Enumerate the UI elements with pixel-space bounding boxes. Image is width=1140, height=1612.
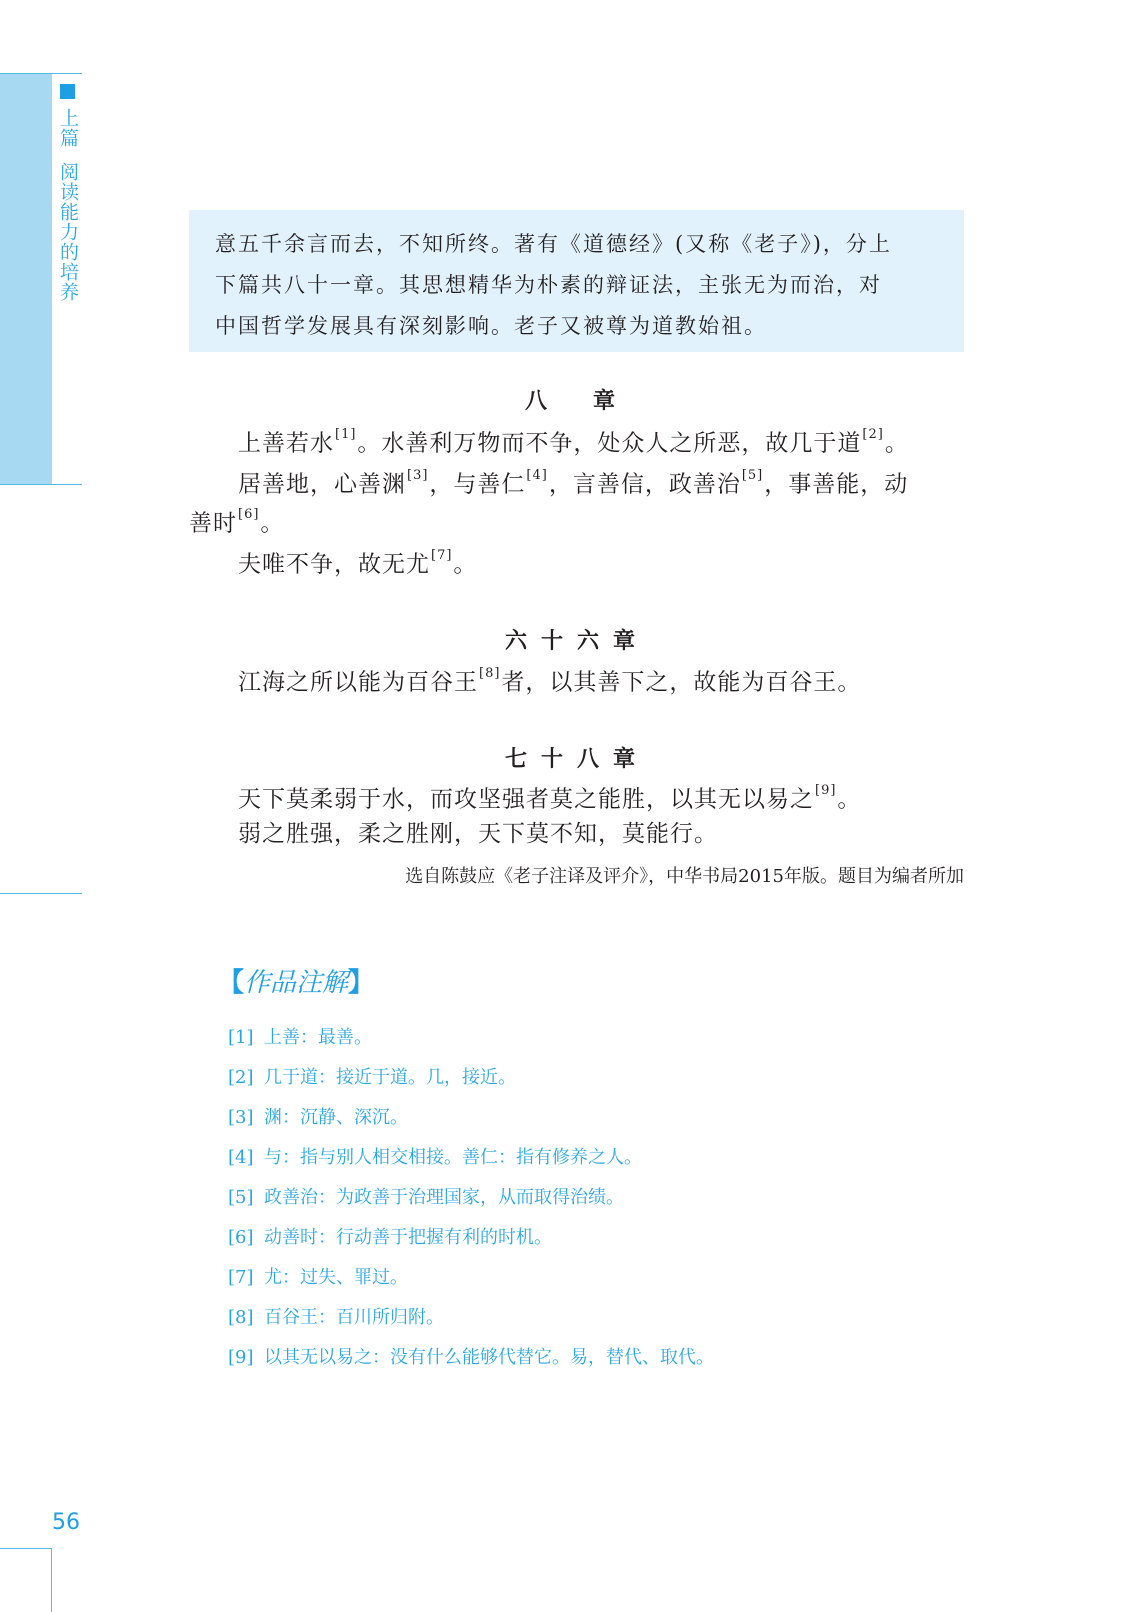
chapter-title-char: 八 bbox=[577, 747, 600, 772]
section-marker-icon bbox=[60, 84, 75, 99]
bracket: 】 bbox=[348, 968, 375, 998]
note-text: 政善治：为政善于治理国家，从而取得治绩。 bbox=[264, 1187, 624, 1208]
footnote-ref: [1] bbox=[335, 427, 357, 442]
chapter-title-char: 章 bbox=[613, 747, 636, 772]
text: 者，以其善下之，故能为百谷王。 bbox=[501, 669, 862, 696]
note-text: 渊：沉静、深沉。 bbox=[264, 1107, 408, 1128]
footnote-ref: [5] bbox=[741, 468, 764, 483]
intro-box bbox=[189, 210, 964, 352]
intro-line: 中国哲学发展具有深刻影响。老子又被尊为道教始祖。 bbox=[215, 314, 767, 338]
chapter-title-char: 六 bbox=[577, 629, 600, 654]
page-number: 56 bbox=[52, 1510, 80, 1535]
text: 江海之所以能为百谷王 bbox=[238, 669, 478, 696]
note-number: [5] bbox=[228, 1187, 254, 1208]
chapter-title-char: 章 bbox=[613, 629, 636, 654]
text: 天下莫柔弱于水，而攻坚强者莫之能胜，以其无以易之 bbox=[238, 786, 814, 813]
chapter-title bbox=[0, 384, 1140, 415]
sidebar-section: 阅读能力的培养 bbox=[57, 162, 79, 302]
note-item bbox=[228, 1303, 444, 1329]
note-number: [4] bbox=[228, 1147, 254, 1168]
chapter-title-char: 十 bbox=[540, 747, 563, 772]
paragraph bbox=[238, 539, 477, 586]
sidebar-rule bbox=[51, 1548, 52, 1612]
note-item bbox=[228, 1343, 714, 1369]
note-number: [6] bbox=[228, 1227, 254, 1248]
text: 。 bbox=[884, 430, 909, 457]
note-text: 尤：过失、罪过。 bbox=[264, 1267, 408, 1288]
footnote-ref: [6] bbox=[238, 507, 260, 522]
note-text: 百谷王：百川所归附。 bbox=[264, 1307, 444, 1328]
notes-title: 作品注解 bbox=[244, 968, 349, 998]
intro-line: 意五千余言而去，不知所终。著有《道德经》(又称《老子》)，分上 bbox=[215, 232, 892, 256]
footnote-ref: [7] bbox=[431, 548, 453, 563]
footnote-ref: [3] bbox=[407, 468, 429, 483]
note-number: [2] bbox=[228, 1067, 254, 1088]
note-number: [9] bbox=[228, 1347, 254, 1368]
sidebar-tab bbox=[0, 73, 52, 485]
note-text: 动善时：行动善于把握有利的时机。 bbox=[264, 1227, 552, 1248]
footnote-ref: [2] bbox=[862, 427, 884, 442]
footnote-ref: [4] bbox=[526, 468, 548, 483]
note-text: 几于道：接近于道。几，接近。 bbox=[264, 1067, 516, 1088]
chapter-title bbox=[0, 742, 1140, 773]
note-number: [7] bbox=[228, 1267, 254, 1288]
note-text: 以其无以易之：没有什么能够代替它。易，替代、取代。 bbox=[264, 1347, 714, 1368]
text: ，事善能，动 bbox=[764, 471, 909, 498]
text: 弱之胜强，柔之胜刚，天下莫不知，莫能行。 bbox=[238, 821, 718, 847]
text: 夫唯不争，故无尤 bbox=[238, 551, 430, 578]
note-text: 上善：最善。 bbox=[264, 1027, 372, 1048]
note-item bbox=[228, 1263, 408, 1289]
note-number: [8] bbox=[228, 1307, 254, 1328]
sidebar-rule bbox=[0, 484, 82, 485]
footnote-ref: [8] bbox=[479, 666, 501, 681]
text: ，与善仁 bbox=[429, 471, 526, 498]
bracket: 【 bbox=[218, 968, 245, 998]
chapter-title-char: 章 bbox=[593, 389, 616, 414]
paragraph bbox=[238, 418, 909, 465]
text: 上善若水 bbox=[238, 430, 334, 457]
note-item bbox=[228, 1103, 408, 1129]
chapter-title-char: 八 bbox=[524, 389, 547, 414]
sidebar-part: 上篇 bbox=[57, 108, 79, 148]
note-text: 与：指与别人相交相接。善仁：指有修养之人。 bbox=[264, 1147, 642, 1168]
source-citation: 选自陈鼓应《老子注译及评介》，中华书局2015年版。题目为编者所加 bbox=[405, 866, 964, 887]
sidebar-rule bbox=[0, 893, 82, 894]
text: ，言善信，政善治 bbox=[548, 471, 741, 498]
note-item bbox=[228, 1023, 372, 1049]
text: 居善地，心善渊 bbox=[238, 471, 406, 498]
text: 。 bbox=[453, 551, 478, 578]
paragraph bbox=[238, 459, 908, 506]
note-number: [3] bbox=[228, 1107, 254, 1128]
chapter-title-char: 十 bbox=[540, 629, 563, 654]
chapter-title bbox=[0, 624, 1140, 655]
text: 。水善利万物而不争，处众人之所恶，故几于道 bbox=[357, 430, 862, 457]
sidebar-top-rule bbox=[0, 73, 82, 74]
note-item bbox=[228, 1063, 516, 1089]
sidebar-section-title bbox=[56, 108, 80, 302]
footnote-ref: [9] bbox=[815, 783, 837, 798]
chapter-title-char: 六 bbox=[504, 629, 527, 654]
note-item bbox=[228, 1143, 642, 1169]
note-item bbox=[228, 1223, 552, 1249]
chapter-title-char: 七 bbox=[504, 747, 527, 772]
text: 。 bbox=[837, 786, 862, 813]
sidebar-rule bbox=[0, 1548, 52, 1549]
intro-line: 下篇共八十一章。其思想精华为朴素的辩证法，主张无为而治，对 bbox=[215, 273, 882, 297]
paragraph bbox=[238, 657, 861, 704]
note-number: [1] bbox=[228, 1027, 254, 1048]
text: 善时 bbox=[189, 510, 237, 537]
notes-heading bbox=[218, 962, 374, 999]
note-item bbox=[228, 1183, 624, 1209]
text: 。 bbox=[260, 510, 285, 537]
paragraph-continuation bbox=[189, 498, 284, 545]
paragraph bbox=[238, 813, 718, 855]
